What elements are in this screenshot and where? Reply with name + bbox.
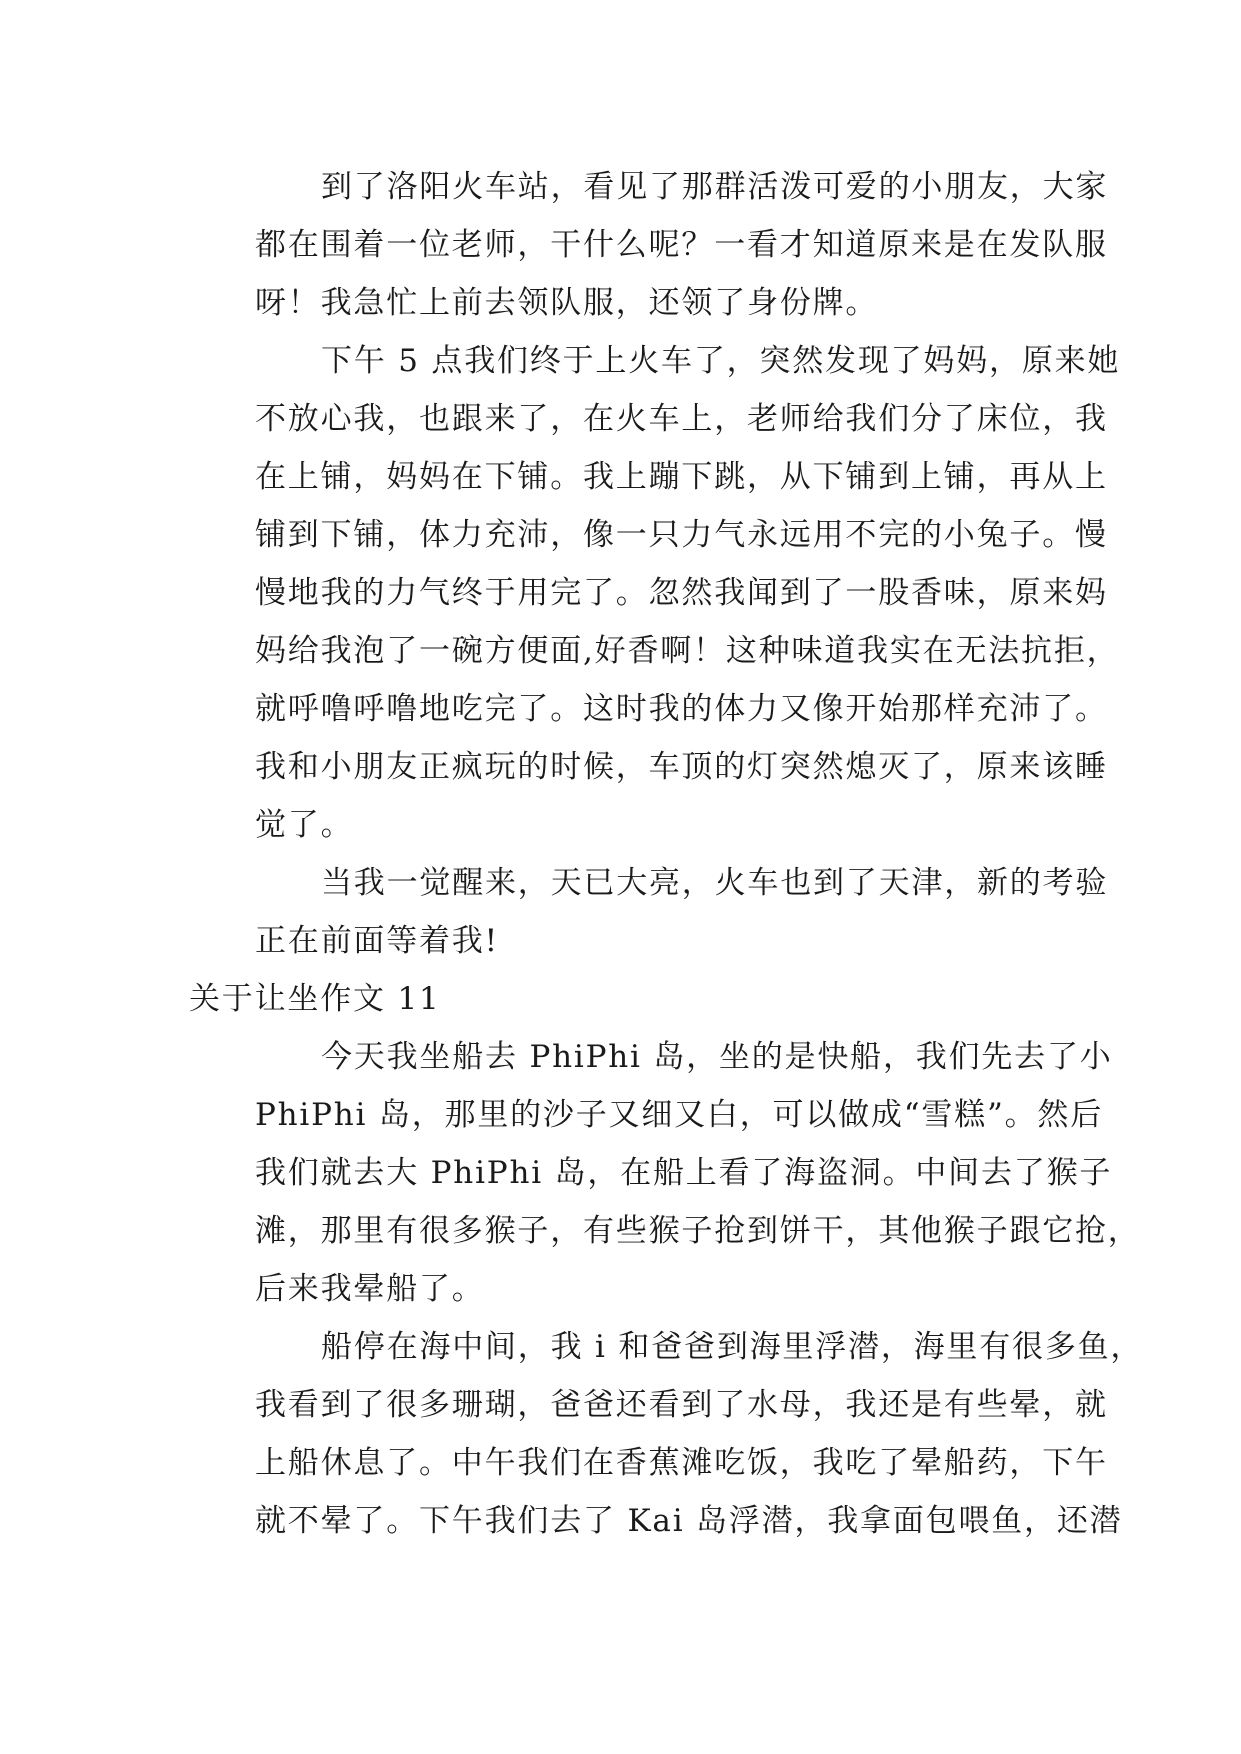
text-line: 就呼噜呼噜地吃完了。这时我的体力又像开始那样充沛了。	[255, 691, 1108, 727]
heading-text: 关于让坐作文 11	[189, 981, 441, 1017]
text-line: 都在围着一位老师，干什么呢？一看才知道原来是在发队服	[255, 227, 1108, 263]
paragraph-train-ride	[189, 332, 1121, 854]
text-line: 呀！我急忙上前去领队服，还领了身份牌。	[255, 285, 879, 321]
text-line: PhiPhi 岛，那里的沙子又细又白，可以做成“雪糕”。然后	[255, 1097, 1104, 1133]
text-line: 我看到了很多珊瑚，爸爸还看到了水母，我还是有些晕，就	[255, 1387, 1108, 1423]
text-line: 不放心我，也跟来了，在火车上，老师给我们分了床位，我	[255, 401, 1108, 437]
text-line: 妈给我泡了一碗方便面,好香啊！这种味道我实在无法抗拒，	[255, 633, 1120, 669]
text-line: 船停在海中间，我 i 和爸爸到海里浮潜，海里有很多鱼，	[321, 1329, 1144, 1365]
text-line: 下午 5 点我们终于上火车了，突然发现了妈妈，原来她	[321, 343, 1121, 379]
document-body	[189, 158, 1144, 1550]
text-line: 在上铺，妈妈在下铺。我上蹦下跳，从下铺到上铺，再从上	[255, 459, 1108, 495]
text-line: 滩，那里有很多猴子，有些猴子抢到饼干，其他猴子跟它抢，	[255, 1213, 1141, 1249]
paragraph-arrive-tianjin	[189, 854, 1109, 970]
text-line: 我们就去大 PhiPhi 岛，在船上看了海盗洞。中间去了猴子	[255, 1155, 1113, 1191]
paragraph-snorkeling	[189, 1318, 1144, 1550]
paragraph-luoyang-station	[189, 158, 1109, 332]
paragraph-phiphi-island	[189, 1028, 1141, 1318]
text-line: 上船休息了。中午我们在香蕉滩吃饭，我吃了晕船药，下午	[255, 1445, 1108, 1481]
text-line: 就不晕了。下午我们去了 Kai 岛浮潜，我拿面包喂鱼，还潜	[255, 1503, 1123, 1539]
text-line: 我和小朋友正疯玩的时候，车顶的灯突然熄灭了，原来该睡	[255, 749, 1108, 785]
text-line: 后来我晕船了。	[255, 1271, 485, 1307]
text-line: 当我一觉醒来，天已大亮，火车也到了天津，新的考验	[321, 865, 1109, 901]
text-line: 觉了。	[255, 807, 354, 843]
text-line: 铺到下铺，体力充沛，像一只力气永远用不完的小兔子。慢	[255, 517, 1108, 553]
text-line: 到了洛阳火车站，看见了那群活泼可爱的小朋友，大家	[321, 169, 1109, 205]
text-line: 慢地我的力气终于用完了。忽然我闻到了一股香味，原来妈	[255, 575, 1108, 611]
section-heading	[189, 970, 1069, 1028]
text-line: 今天我坐船去 PhiPhi 岛，坐的是快船，我们先去了小	[321, 1039, 1113, 1075]
text-line: 正在前面等着我!	[255, 923, 499, 959]
